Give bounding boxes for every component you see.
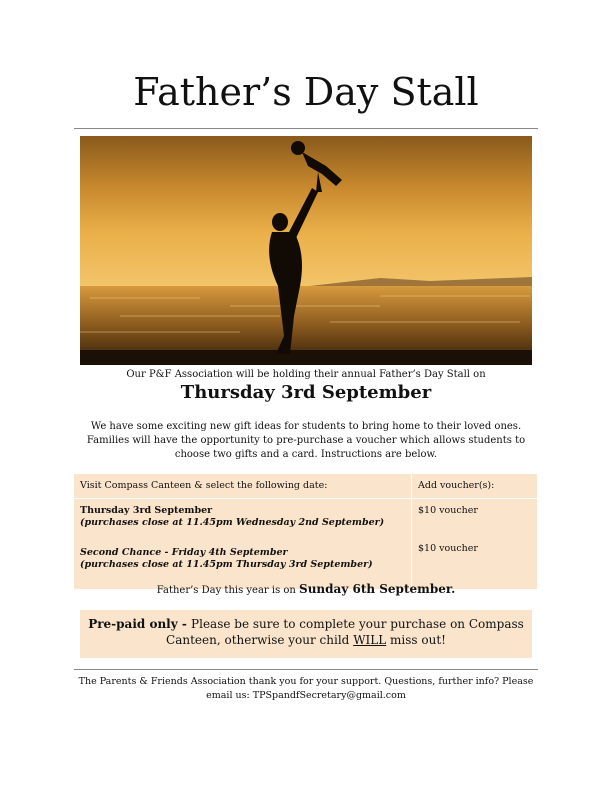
table-row (80, 547, 405, 571)
bottom-divider (74, 669, 538, 670)
prepaid-notice (80, 610, 532, 658)
option-date: Second Chance - Friday 4th September (80, 547, 288, 558)
body-paragraph: We have some exciting new gift ideas for students to bring home to their loved ones. Families will have the opportunity to pre-purchase a voucher which allows students to choose two gifts and a card. Instructions are below. (86, 421, 526, 460)
option-date: Thursday 3rd September (80, 505, 213, 516)
voucher-label: $10 voucher (418, 505, 478, 516)
sunset-silhouette-image (80, 136, 532, 365)
stall-date-heading: Thursday 3rd September (180, 382, 432, 403)
prepaid-text-2: miss out! (386, 633, 446, 647)
table-header-col1: Visit Compass Canteen & select the following date: (74, 474, 412, 498)
footer-text: The Parents & Friends Association thank you for your support. Questions, further info? Please email us: TPSpandfSecretary@gmail.com (78, 676, 534, 701)
voucher-label: $10 voucher (418, 543, 478, 554)
table-vouchers-cell (412, 499, 537, 589)
intro-text: Our P&F Association will be holding their annual Father’s Day Stall on (126, 369, 486, 380)
table-header-col2: Add voucher(s): (418, 480, 495, 491)
fathers-day-date: Sunday 6th September. (299, 582, 456, 596)
prepaid-text-1: Please be sure to complete your purchase on Compass Canteen, otherwise your child (166, 617, 524, 647)
instructions-table (74, 474, 537, 589)
fathers-day-prefix: Father’s Day this year is on (156, 585, 300, 596)
option-note: (purchases close at 11.45pm Wednesday 2nd September) (80, 517, 385, 528)
page-title: Father’s Day Stall (133, 70, 479, 114)
header-photo (80, 136, 532, 365)
prepaid-label: Pre-paid only - (88, 617, 192, 631)
table-dates-cell (74, 499, 412, 589)
table-header-row (74, 474, 537, 499)
table-body-row (74, 499, 537, 589)
option-note: (purchases close at 11.45pm Thursday 3rd September) (80, 559, 373, 570)
fathers-day-line (0, 582, 612, 596)
top-divider (74, 128, 538, 129)
table-row (80, 505, 405, 529)
prepaid-emphasis: WILL (353, 633, 387, 647)
